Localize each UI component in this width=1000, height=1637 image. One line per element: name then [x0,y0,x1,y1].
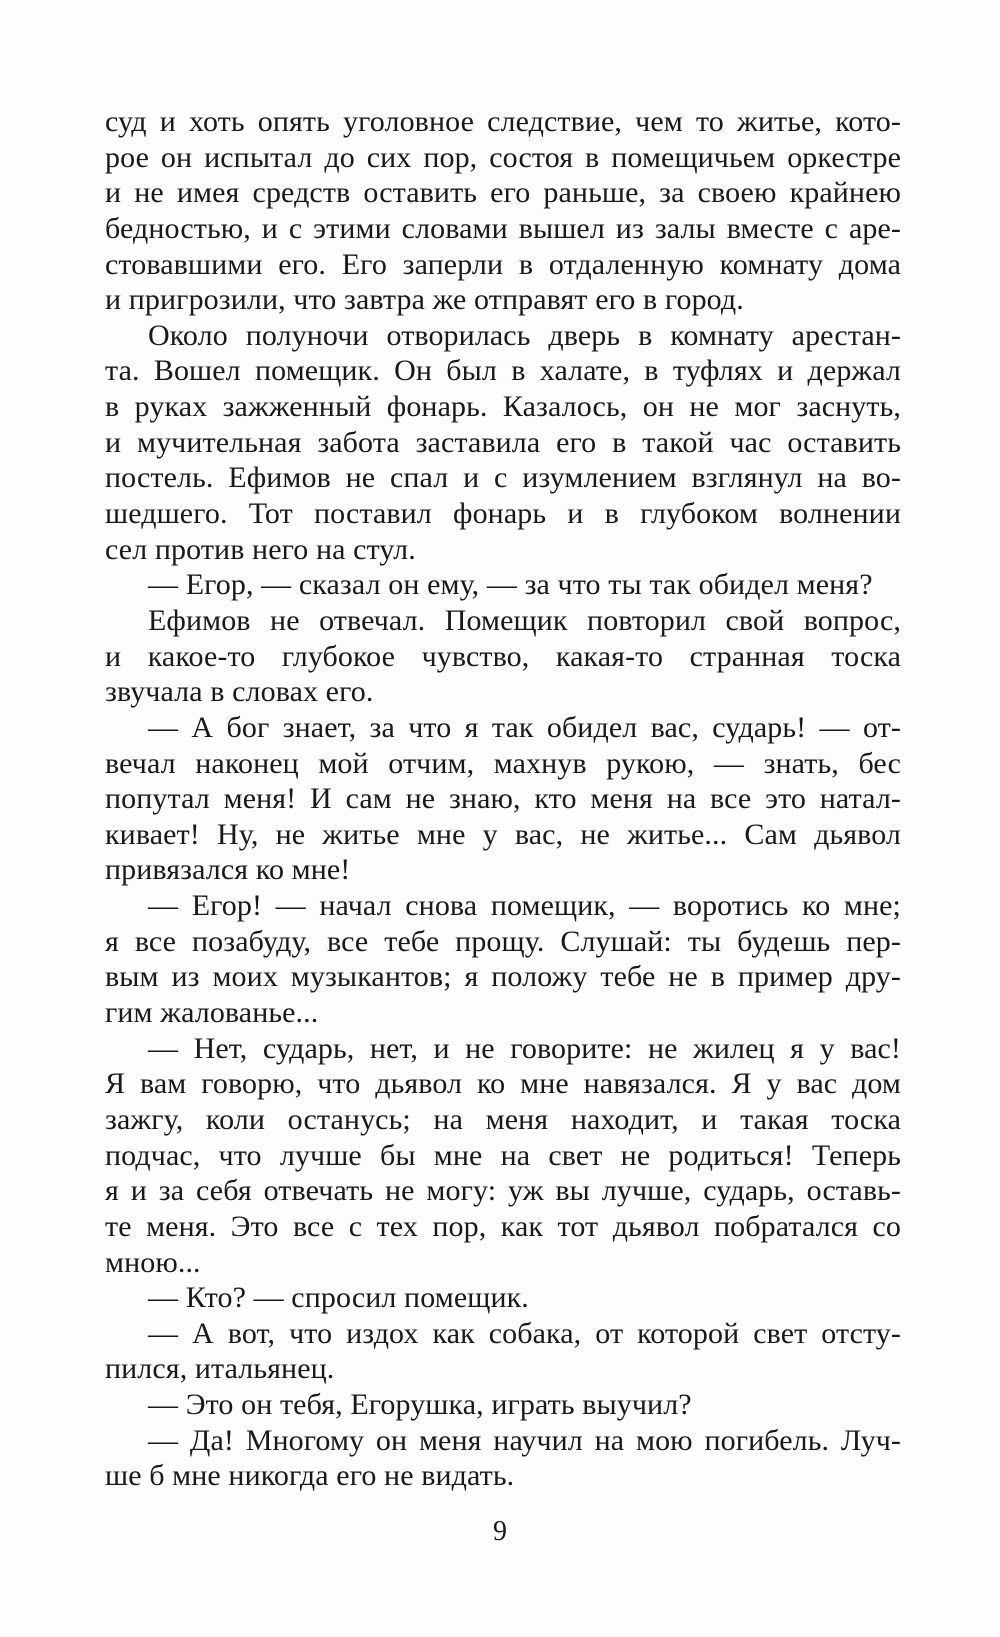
text-line: я все позабуду, все тебе прощу. Слушай: ты будешь пер- [105,924,901,958]
text-line: вечал наконец мой отчим, махнув рукою, — знать, бес [105,746,901,780]
text-line: ше б мне никогда его не видать. [105,1459,515,1493]
text-line: — Егор, — сказал он ему, — за что ты так обидел меня? [148,568,873,602]
page-number: 9 [493,1516,507,1547]
paragraph [105,1423,901,1494]
text-line: и какое-то глубокое чувство, какая-то странная тоска [105,639,901,673]
text-line: сел против него на стул. [105,532,416,566]
text-line: подчас, что лучше бы мне на свет не родиться! Теперь [105,1138,901,1172]
paragraph [105,1316,901,1387]
text-line: стовавшими его. Его заперли в отдаленную комнату дома [105,247,901,281]
text-line: пился, итальянец. [105,1352,335,1386]
text-line: мною... [105,1245,201,1279]
text-line: рое он испытал до сих пор, состоя в помещичьем оркестре [105,140,901,174]
paragraph [105,318,901,567]
text-line: — А вот, что издох как собака, от которой свет отсту- [148,1316,901,1350]
text-line: — А бог знает, за что я так обидел вас, сударь! — от- [148,710,901,744]
paragraph [105,567,901,603]
text-line: суд и хоть опять уголовное следствие, чем то житье, кото- [105,105,901,138]
text-line: Я вам говорю, что дьявол ко мне навязался. Я у вас дом [105,1067,901,1101]
text-line: — Это он тебя, Егорушка, играть выучил? [148,1388,692,1422]
text-line: вым из моих музыкантов; я положу тебе не в пример дру- [105,960,901,994]
text-line: звучала в словах его. [105,675,374,709]
text-line: привязался ко мне! [105,853,351,887]
paragraph [105,1280,901,1316]
text-line: — Егор! — начал снова помещик, — воротись ко мне; [148,889,901,923]
text-line: в руках зажженный фонарь. Казалось, он не мог заснуть, [105,390,901,424]
text-line: и пригрозили, что завтра же отправят его в город. [105,283,744,317]
paragraph [105,888,901,1031]
text-line: — Нет, сударь, нет, и не говорите: не жилец я у вас! [148,1031,901,1065]
text-line: постель. Ефимов не спал и с изумлением взглянул на во- [105,461,901,495]
text-line: — Да! Многому он меня научил на мою погибель. Луч- [148,1423,901,1457]
paragraph [105,710,901,888]
text-line: кивает! Ну, не житье мне у вас, не житье... Сам дьявол [105,817,901,851]
text-line: Около полуночи отворилась дверь в комнату арестан- [148,318,901,352]
text-line: и мучительная забота заставила его в такой час оставить [105,425,901,459]
text-line: я и за себя отвечать не могу: уж вы лучше, сударь, оставь- [105,1174,901,1208]
text-line: бедностью, и с этими словами вышел из залы вместе с аре- [105,211,901,245]
text-line: — Кто? — спросил помещик. [148,1281,529,1315]
page-text [105,104,901,1494]
paragraph [105,1387,901,1423]
paragraph [105,1031,901,1280]
paragraph [105,603,901,710]
text-line: те меня. Это все с тех пор, как тот дьявол побратался со [105,1209,901,1243]
paragraph [105,104,901,318]
text-line: гим жалованье... [105,996,319,1030]
text-line: зажгу, коли останусь; на меня находит, и такая тоска [105,1102,901,1136]
text-line: шедшего. Тот поставил фонарь и в глубоком волнении [105,497,901,531]
text-line: Ефимов не отвечал. Помещик повторил свой вопрос, [148,603,901,637]
text-line: и не имея средств оставить его раньше, за своею крайнею [105,176,901,210]
text-line: попутал меня! И сам не знаю, кто меня на все это натал- [105,782,901,816]
text-line: та. Вошел помещик. Он был в халате, в туфлях и держал [105,354,901,388]
